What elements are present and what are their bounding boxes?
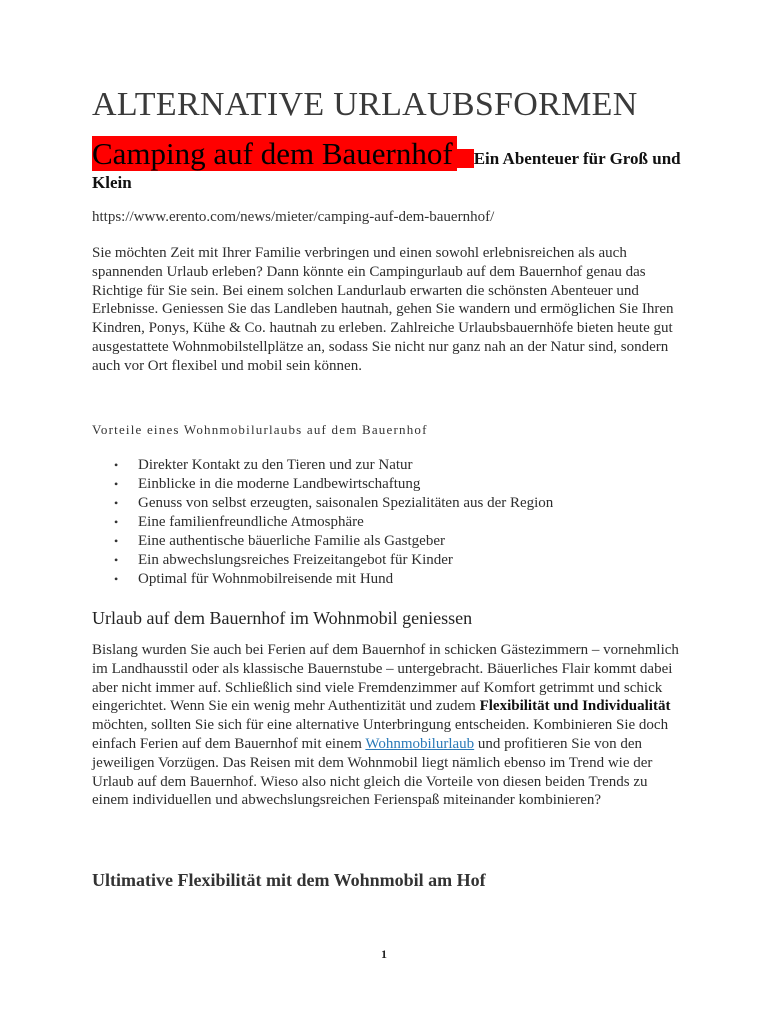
bullet-icon: • [114,496,119,510]
advantages-heading: Vorteile eines Wohnmobilurlaubs auf dem Bauernhof [92,422,428,437]
bullet-icon: • [114,534,119,548]
bullet-icon: • [114,572,119,586]
section-heading-wohnmobil: Urlaub auf dem Bauernhof im Wohnmobil geniessen [92,608,473,628]
paragraph-text: und profitieren Sie von den jeweiligen Vorzügen. Das Reisen mit dem Wohnmobil liegt nämlich ebenso im Trend wie der Urlaub auf dem Bauernhof. Wieso also nicht gleich die Vorteile von diesen beiden Trends zu einem individuellen und abwechslungsreichen Ferienspaß miteinander kombinieren? [92,735,653,809]
bullet-icon: • [114,553,119,567]
list-item [114,570,553,589]
paragraph-text: Bislang wurden Sie auch bei Ferien auf dem Bauernhof in schicken Gästezimmern – vornehmlich im Landhausstil oder als klassische Bauernstube – untergebracht. Bäuerliches Flair kommt dabei aber nicht immer auf. Schließlich sind viele Fremdenzimmer auf Komfort getrimmt und schick eingerichtet. Wenn Sie ein wenig mehr Authentizität und zudem [92,642,679,715]
subtitle-dash: – [456,149,474,168]
list-item [114,475,553,494]
page-number: 1 [381,947,387,961]
wohnmobilurlaub-link[interactable]: Wohnmobilurlaub [365,735,475,752]
list-item [114,494,553,513]
list-item-text: Einblicke in die moderne Landbewirtschaftung [138,476,421,492]
list-item [114,551,553,570]
bullet-icon: • [114,477,119,491]
intro-paragraph: Sie möchten Zeit mit Ihrer Familie verbringen und einen sowohl erlebnisreichen als auch spannenden Urlaub erleben? Dann könnte ein Campingurlaub auf dem Bauernhof genau das Richtige für Sie sein. Bei einem solchen Landurlaub erwarten die schönsten Abenteuer und Erlebnisse. Geniessen Sie das Landleben hautnah, gehen Sie wandern und ermöglichen Sie Ihren Kindren, Ponys, Kühe & Co. hautnah zu erleben. Zahlreiche Urlaubsbauernhöfe bieten heute gut ausgestattete Wohnmobilstellplätze an, sodass Sie nicht nur ganz nah an der Natur sind, sondern auch vor Ort flexibel und mobil sein können. [92,245,674,374]
subtitle-rest: Ein Abenteuer für Groß und Klein [92,149,681,192]
bullet-icon: • [114,515,119,529]
list-item-text: Ein abwechslungsreiches Freizeitangebot für Kinder [138,552,453,568]
subtitle-highlight: Camping auf dem Bauernhof [92,136,457,171]
list-item-text: Optimal für Wohnmobilreisende mit Hund [138,571,394,587]
list-item-text: Direkter Kontakt zu den Tieren und zur Natur [138,457,413,473]
section-paragraph [92,641,684,810]
list-item-text: Genuss von selbst erzeugten, saisonalen Spezialitäten aus der Region [138,495,554,511]
source-url: https://www.erento.com/news/mieter/camping-auf-dem-bauernhof/ [92,209,495,225]
section-heading-flexibilitaet: Ultimative Flexibilität mit dem Wohnmobil am Hof [92,870,486,890]
list-item-text: Eine familienfreundliche Atmosphäre [138,514,364,530]
bullet-icon: • [114,458,119,472]
paragraph-text: möchten, sollten Sie sich für eine alternative Unterbringung entscheiden. Kombinieren Sie doch einfach Ferien auf dem Bauernhof mit einem [92,717,669,752]
list-item [114,456,553,475]
list-item [114,513,553,532]
list-item-text: Eine authentische bäuerliche Familie als Gastgeber [138,533,445,549]
document-title: ALTERNATIVE URLAUBSFORMEN [92,86,638,123]
subtitle [92,136,692,194]
bold-text: Flexibilität und Individualität [479,698,671,715]
list-item [114,532,553,551]
advantages-list [114,456,553,589]
